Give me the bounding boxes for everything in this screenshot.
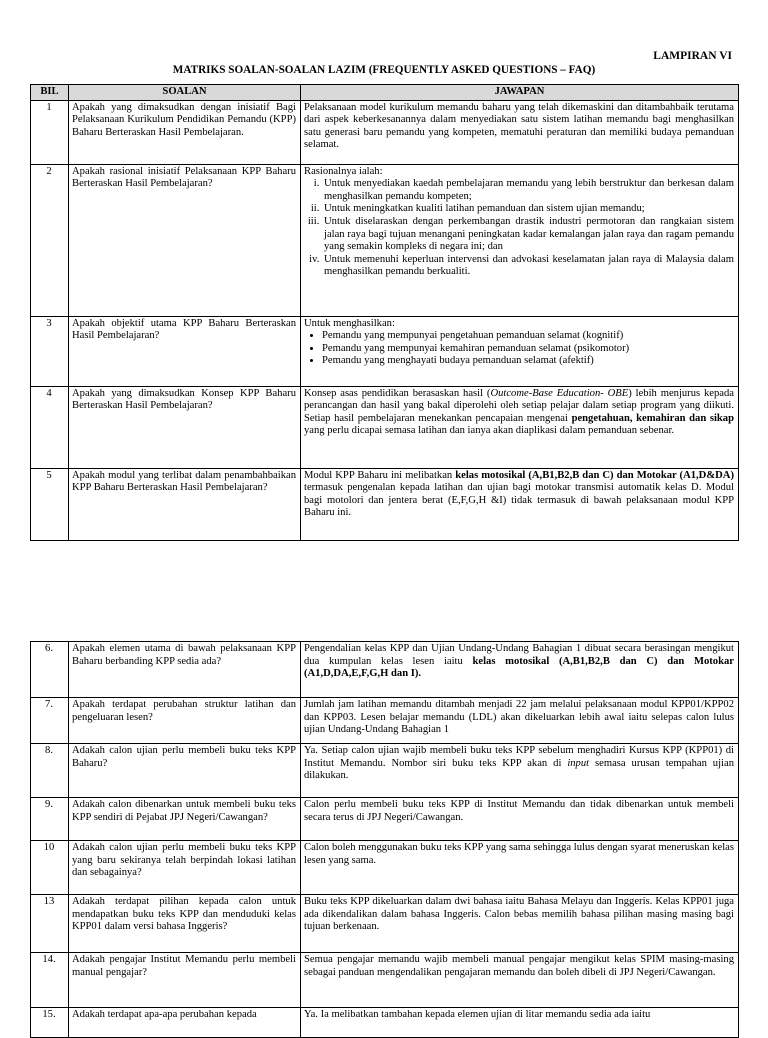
table-row (31, 1008, 739, 1038)
row-number: 2 (31, 164, 69, 316)
answer-intro: Untuk menghasilkan: (304, 317, 395, 329)
row-number: 14. (31, 953, 69, 1008)
row-number: 3 (31, 316, 69, 386)
question-cell: Adakah calon ujian perlu membeli buku teks KPP yang baru sekiranya telah berpindah lokasi latihan dan sebagainya? (69, 841, 301, 895)
table-row (31, 164, 739, 316)
list-item: ii. Untuk meningkatkan kualiti latihan pemanduan dan sistem ujian memandu; (322, 203, 734, 216)
list-item: iv. Untuk memenuhi keperluan intervensi dan advokasi keselamatan jalan raya di Malaysia dalam menghasilkan pemandu berkualiti. (322, 254, 734, 279)
list-item: • Pemandu yang mempunyai pengetahuan pemanduan selamat (kognitif) (322, 330, 734, 343)
answer-cell (301, 642, 739, 698)
list-item: • Pemandu yang mempunyai kemahiran pemanduan selamat (psikomotor) (322, 343, 734, 356)
table-row (31, 698, 739, 744)
answer-cell: Calon boleh menggunakan buku teks KPP yang sama sehingga lulus dengan syarat meneruskan kelas lesen yang sama. (301, 841, 739, 895)
answer-text: Pengendalian kelas KPP dan Ujian Undang-Undang Bahagian 1 dibuat secara berasingan mengikut dua kumpulan kelas lesen iaitu (304, 643, 734, 667)
table-row (31, 798, 739, 841)
list-item: i. Untuk menyediakan kaedah pembelajaran memandu yang lebih berstruktur dan berkesan dalam menghasilkan pemandu kompeten; (322, 178, 734, 203)
answer-italic: Outcome-Base Education- OBE (490, 387, 629, 399)
row-number: 13 (31, 895, 69, 953)
list-item: • Pemandu yang menghayati budaya pemanduan selamat (afektif) (322, 355, 734, 368)
table-row (31, 895, 739, 953)
table-row (31, 316, 739, 386)
list-item: iii. Untuk diselaraskan dengan perkembangan drastik industri permotoran dan rangkaian sistem jalan raya bagi tujuan menangani peningkatan kadar kemalangan jalan raya dan ragam pemandu yang semakin kompleks di negara ini; dan (322, 216, 734, 254)
row-number: 8. (31, 744, 69, 798)
answer-cell (301, 468, 739, 540)
row-number: 1 (31, 100, 69, 164)
row-number: 9. (31, 798, 69, 841)
row-number: 15. (31, 1008, 69, 1038)
row-number: 10 (31, 841, 69, 895)
answer-text: yang perlu dicapai semasa latihan dan ianya akan diaplikasi dalam pemanduan sebenar. (304, 425, 675, 437)
answer-cell: Ya. Ia melibatkan tambahan kepada elemen ujian di litar memandu sedia ada iaitu (301, 1008, 739, 1038)
answer-bold: kelas motosikal (A,B1,B2,B dan C) dan Motokar (A1,D&DA) (455, 469, 734, 481)
question-cell: Adakah terdapat pilihan kepada calon untuk mendapatkan buku teks KPP dan menduduki kelas KPP01 dalam versi bahasa Inggeris? (69, 895, 301, 953)
answer-text: Konsep asas pendidikan berasaskan hasil ( (304, 387, 491, 399)
answer-italic: input (567, 757, 590, 769)
faq-table-bottom (30, 641, 739, 1038)
header-soalan: SOALAN (69, 85, 301, 101)
answer-cell: Pelaksanaan model kurikulum memandu baharu yang telah dikemaskini dan ditambahbaik terutama dari aspek keberkesanannya dalam menyediakan satu sistem latihan memandu bagi menghasilkan satu generasi baru pemandu yang kompeten, mematuhi peraturan dan memiliki budaya pemanduan selamat. (301, 100, 739, 164)
question-cell: Apakah rasional inisiatif Pelaksanaan KPP Baharu Berteraskan Hasil Pembelajaran? (69, 164, 301, 316)
table-row (31, 468, 739, 540)
answer-text: ) lebih menjurus kepada perancangan dan hasil yang bakal diperolehi oleh setiap pelajar dalam setiap program yang diikuti. Setiap hasil pembelajaran menekankan pencapaian mengenai (304, 387, 734, 424)
row-number: 6. (31, 642, 69, 698)
faq-table-top (30, 84, 739, 541)
question-cell: Apakah elemen utama di bawah pelaksanaan KPP Baharu berbanding KPP sedia ada? (69, 642, 301, 698)
header-jawapan: JAWAPAN (301, 85, 739, 101)
answer-cell: Jumlah jam latihan memandu ditambah menjadi 22 jam melalui pelaksanaan modul KPP01/KPP02 dan KPP03. Lesen belajar memandu (LDL) akan dikeluarkan lebih awal iaitu selepas calon lulus ujian Undang-Undang Bahagian 1 (301, 698, 739, 744)
question-cell: Adakah calon dibenarkan untuk membeli buku teks KPP sendiri di Pejabat JPJ Negeri/Cawangan? (69, 798, 301, 841)
answer-text: termasuk pengenalan kepada latihan dan ujian bagi motokar transmisi automatik kelas D. Modul bagi motolori dan jentera berat (E,F,G,H &I) tidak termasuk di bawah pelaksanaan modul KPP Baharu ini. (304, 482, 734, 519)
table-row (31, 100, 739, 164)
answer-cell (301, 316, 739, 386)
table-header-row (31, 85, 739, 101)
header-bil: BIL (31, 85, 69, 101)
document-title: MATRIKS SOALAN-SOALAN LAZIM (FREQUENTLY ASKED QUESTIONS – FAQ) (172, 64, 596, 76)
row-number: 4 (31, 386, 69, 468)
table-row (31, 642, 739, 698)
question-cell: Apakah modul yang terlibat dalam penambahbaikan KPP Baharu Berteraskan Hasil Pembelajaran? (69, 468, 301, 540)
objective-list (304, 330, 734, 368)
row-number: 5 (31, 468, 69, 540)
answer-cell (301, 744, 739, 798)
question-cell: Apakah yang dimaksudkan Konsep KPP Baharu Berteraskan Hasil Pembelajaran? (69, 386, 301, 468)
answer-cell: Buku teks KPP dikeluarkan dalam dwi bahasa iaitu Bahasa Melayu dan Inggeris. Kelas KPP01 juga ada dikendalikan dalam bahasa Inggeris. Calon bebas memilih bahasa pilihan masing masing bagi tujuan berkenaan. (301, 895, 739, 953)
answer-bold: pengetahuan, kemahiran dan sikap (571, 412, 734, 424)
answer-text: Ya. Setiap calon ujian wajib membeli buku teks KPP sebelum menghadiri Kursus KPP (KPP01) di Institut Memandu. Nombor siri buku teks KPP akan di (304, 745, 734, 769)
answer-cell: Calon perlu membeli buku teks KPP di Institut Memandu dan tidak dibenarkan untuk membeli secara terus di JPJ Negeri/Cawangan. (301, 798, 739, 841)
table-row (31, 744, 739, 798)
question-cell: Adakah terdapat apa-apa perubahan kepada (69, 1008, 301, 1038)
answer-intro: Rasionalnya ialah: (304, 165, 383, 177)
rationale-list (304, 178, 734, 279)
answer-cell: Semua pengajar memandu wajib membeli manual pengajar mengikut kelas SPIM masing-masing sebagai panduan mengendalikan pengajaran memandu dan boleh dibeli di JPJ Negeri/Cawangan. (301, 953, 739, 1008)
lampiran-label: LAMPIRAN VI (653, 50, 732, 62)
question-cell: Adakah pengajar Institut Memandu perlu membeli manual pengajar? (69, 953, 301, 1008)
answer-bold: kelas motosikal (A,B1,B2,B dan C) dan Motokar (A1,D,DA,E,F,G,H dan I). (304, 655, 734, 680)
question-cell: Apakah objektif utama KPP Baharu Berteraskan Hasil Pembelajaran? (69, 316, 301, 386)
question-cell: Adakah calon ujian perlu membeli buku teks KPP Baharu? (69, 744, 301, 798)
answer-text: semasa urusan tempahan ujian dilakukan. (304, 757, 734, 782)
question-cell: Apakah terdapat perubahan struktur latihan dan pengeluaran lesen? (69, 698, 301, 744)
table-row (31, 953, 739, 1008)
table-row (31, 841, 739, 895)
row-number: 7. (31, 698, 69, 744)
answer-cell (301, 164, 739, 316)
table-row (31, 386, 739, 468)
question-cell: Apakah yang dimaksudkan dengan inisiatif Bagi Pelaksanaan Kurikulum Pendidikan Pemandu (KPP) Baharu Berteraskan Hasil Pembelajaran. (69, 100, 301, 164)
answer-text: Modul KPP Baharu ini melibatkan (304, 469, 456, 481)
answer-cell (301, 386, 739, 468)
